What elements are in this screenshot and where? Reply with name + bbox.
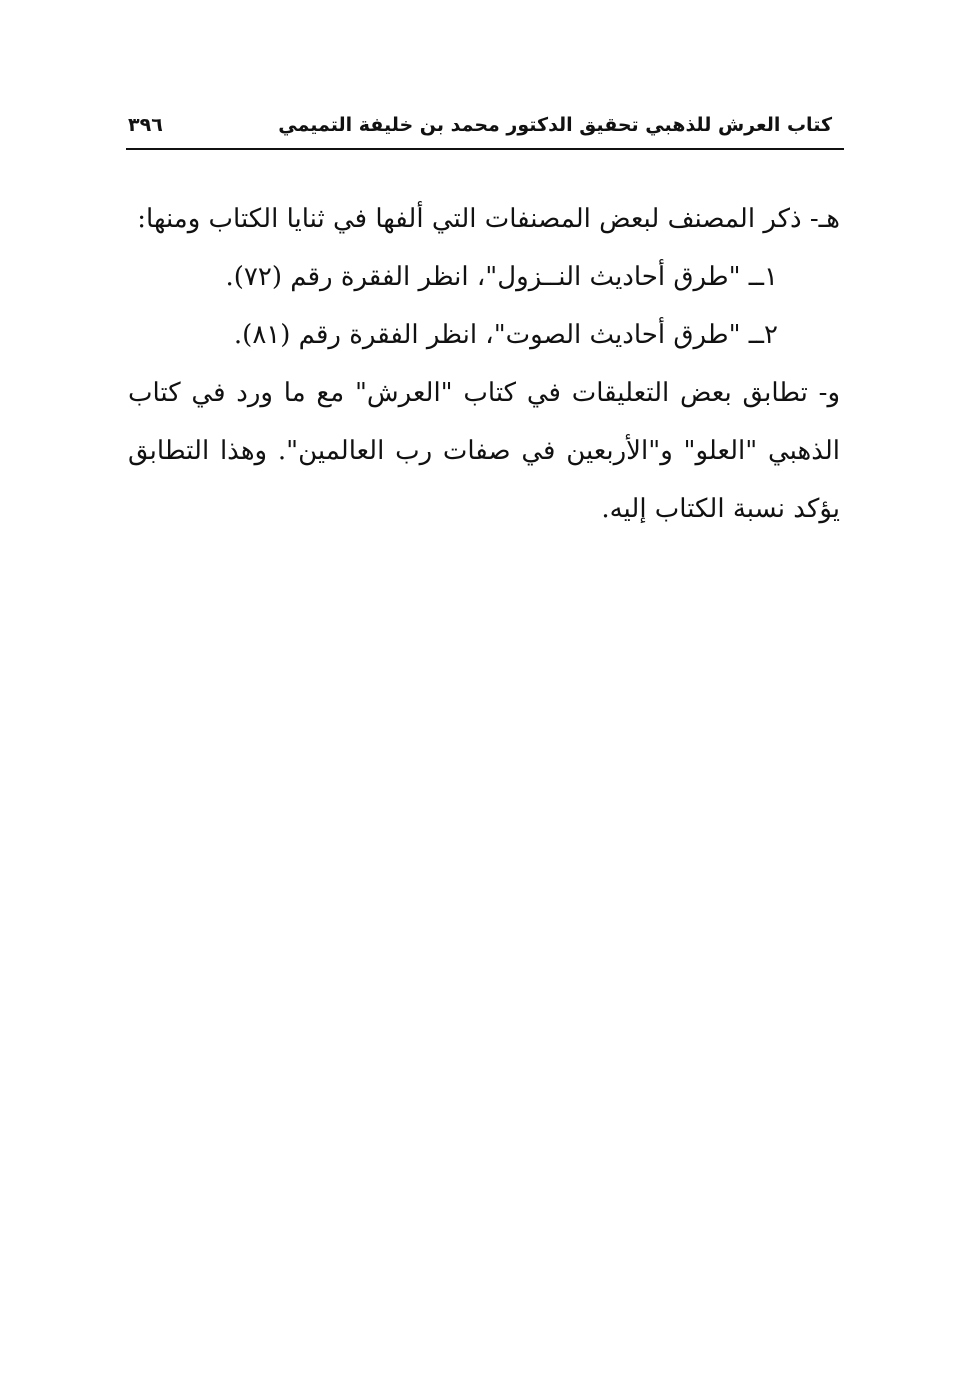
list-item-2: ٢ــ "طرق أحاديث الصوت"، انظر الفقرة رقم (٨١). (233, 320, 778, 350)
header-title: كتاب العرش للذهبي تحقيق الدكتور محمد بن خليفة التميمي (278, 114, 832, 136)
header-divider (126, 148, 844, 150)
page-number: ٣٩٦ (128, 114, 163, 136)
paragraph-waw: و- تطابق بعض التعليقات في كتاب "العرش" مع ما ورد في كتاب الذهبي "العلو" و"الأربعين في صفات رب العالمين". وهذا التطابق يؤكد نسبة الكتاب إليه. (128, 378, 840, 524)
main-text (128, 190, 840, 538)
list-item-1: ١ــ "طرق أحاديث النــزول"، انظر الفقرة رقم (٧٢). (225, 262, 778, 292)
running-header (126, 104, 844, 148)
paragraph-he: هـ- ذكر المصنف لبعض المصنفات التي ألفها في ثنايا الكتاب ومنها: (137, 204, 840, 234)
